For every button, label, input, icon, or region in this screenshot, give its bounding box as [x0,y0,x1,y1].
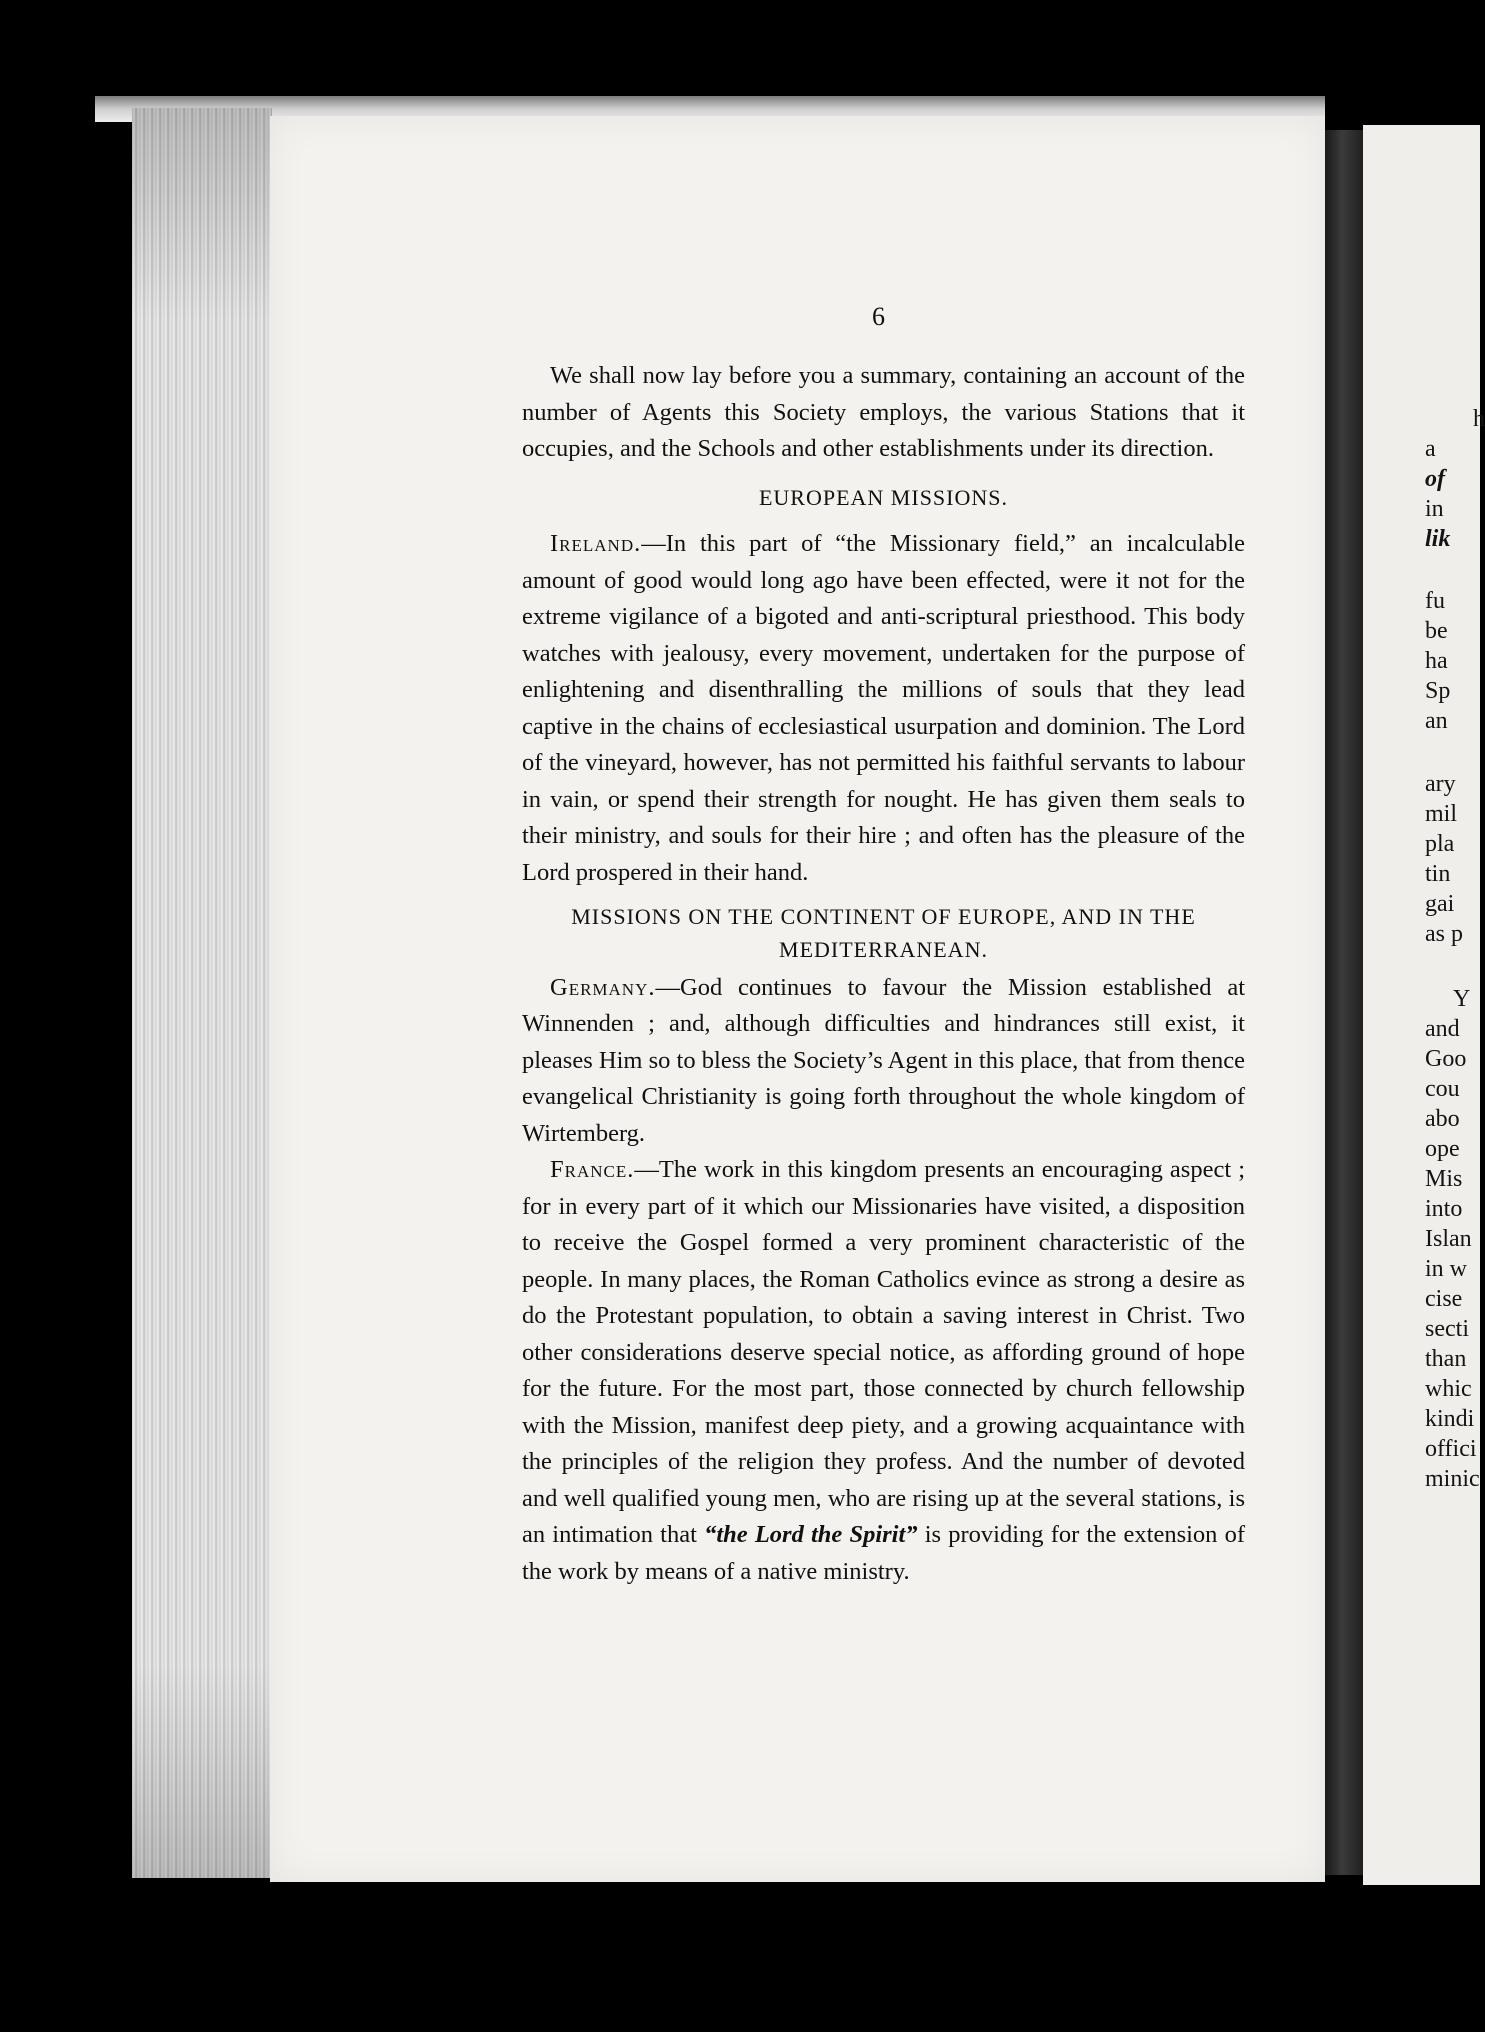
facing-fragment: gai [1425,891,1455,917]
facing-fragment: ha [1425,648,1448,674]
facing-fragment: abo [1425,1106,1460,1132]
facing-fragment: Goo [1425,1046,1467,1072]
ireland-lead: Ireland. [550,530,642,557]
book-page-edges [132,108,272,1878]
ireland-paragraph [522,526,1245,891]
facing-fragment: pla [1425,831,1455,857]
ireland-body: —In this part of “the Missionary field,” an incalculable amount of good would long ago have been effected, were it not for the extreme vigilance of a bigoted and anti-scriptural priesthood. This body watches with jealousy, every movement, undertaken for the purpose of enlightening and disenthralling the millions of souls that they lead captive in the chains of ecclesiastical usurpation and dominion. The Lord of the vineyard, however, has not permitted his faithful servants to labour in vain, or spend their strength for nought. He has given them seals to their ministry, and souls for their hire ; and often has the pleasure of the Lord prospered in their hand. [522,530,1245,886]
intro-paragraph: We shall now lay before you a summary, containing an account of the number of Agents this Society employs, the various Stations that it occupies, and the Schools and other establishments under its direction. [522,362,1245,462]
facing-fragment: whic [1425,1376,1472,1402]
facing-fragment: minic [1425,1466,1480,1492]
france-paragraph [522,1152,1245,1590]
facing-page [1363,125,1485,1885]
france-quote: “the Lord the Spirit” [704,1521,918,1548]
book-gutter [1325,130,1363,1875]
facing-fragment: and [1425,1016,1460,1042]
facing-fragment: be [1425,618,1448,644]
facing-fragment: than [1425,1346,1467,1372]
facing-fragment: secti [1425,1316,1469,1342]
facing-fragment: lik [1425,526,1451,552]
germany-paragraph [522,970,1245,1153]
facing-fragment: a [1425,436,1436,462]
facing-fragment: ope [1425,1136,1460,1162]
france-lead: France. [550,1156,635,1183]
facing-fragment: tin [1425,861,1451,887]
france-end: is providing for the extension of the work by means of a native ministry. [522,1521,1246,1585]
facing-fragment: Y [1453,986,1471,1012]
heading-continent-missions [522,899,1245,964]
facing-fragment: of [1425,466,1445,492]
facing-fragment: into [1425,1196,1463,1222]
facing-fragment: offici [1425,1436,1477,1462]
facing-fragment: fu [1425,588,1445,614]
facing-fragment: Sp [1425,678,1451,704]
facing-fragment: an [1425,708,1448,734]
heading-european-missions [522,480,1245,517]
germany-body: —God continues to favour the Mission established at Winnenden ; and, although difficulties and hindrances still exist, it pleases Him so to bless the Society’s Agent in this place, that from thence evangelical Christianity is going forth throughout the whole kingdom of Wirtemberg. [522,973,1245,1147]
facing-fragment: in w [1425,1256,1467,1282]
text-column [522,358,1245,1590]
heading-line-1: MISSIONS ON THE CONTINENT OF EUROPE, AND IN THE [571,904,1196,929]
facing-fragment: kindi [1425,1406,1475,1432]
facing-fragment: Mis [1425,1166,1463,1192]
heading-line-2: MEDITERRANEAN. [779,936,988,962]
facing-fragment: in [1425,496,1444,522]
germany-lead: Germany. [550,973,656,1001]
page-number: 6 [872,302,885,331]
facing-fragment: h [1473,406,1485,432]
facing-fragment: ary [1425,771,1456,797]
facing-fragment: as p [1425,921,1463,947]
france-body: —The work in this kingdom presents an encouraging aspect ; for in every part of it which our Missionaries have visited, a disposition to receive the Gospel formed a very prominent characteristic of the people. In many places, the Roman Catholics evince as strong a desire as do the Protestant population, to obtain a saving interest in Christ. Two other considerations deserve special notice, as affording ground of hope for the future. For the most part, those connected by church fellowship with the Mission, manifest deep piety, and a growing acquaintance with the principles of the religion they profess. And the number of devoted and well qualified young men, who are rising up at the several stations, is an intimation that [522,1156,1245,1548]
facing-fragment: mil [1425,801,1458,827]
facing-fragment: Islan [1425,1226,1472,1252]
heading-text: EUROPEAN MISSIONS. [758,484,1009,510]
facing-fragment: cise [1425,1286,1463,1312]
facing-fragment: cou [1425,1076,1460,1102]
